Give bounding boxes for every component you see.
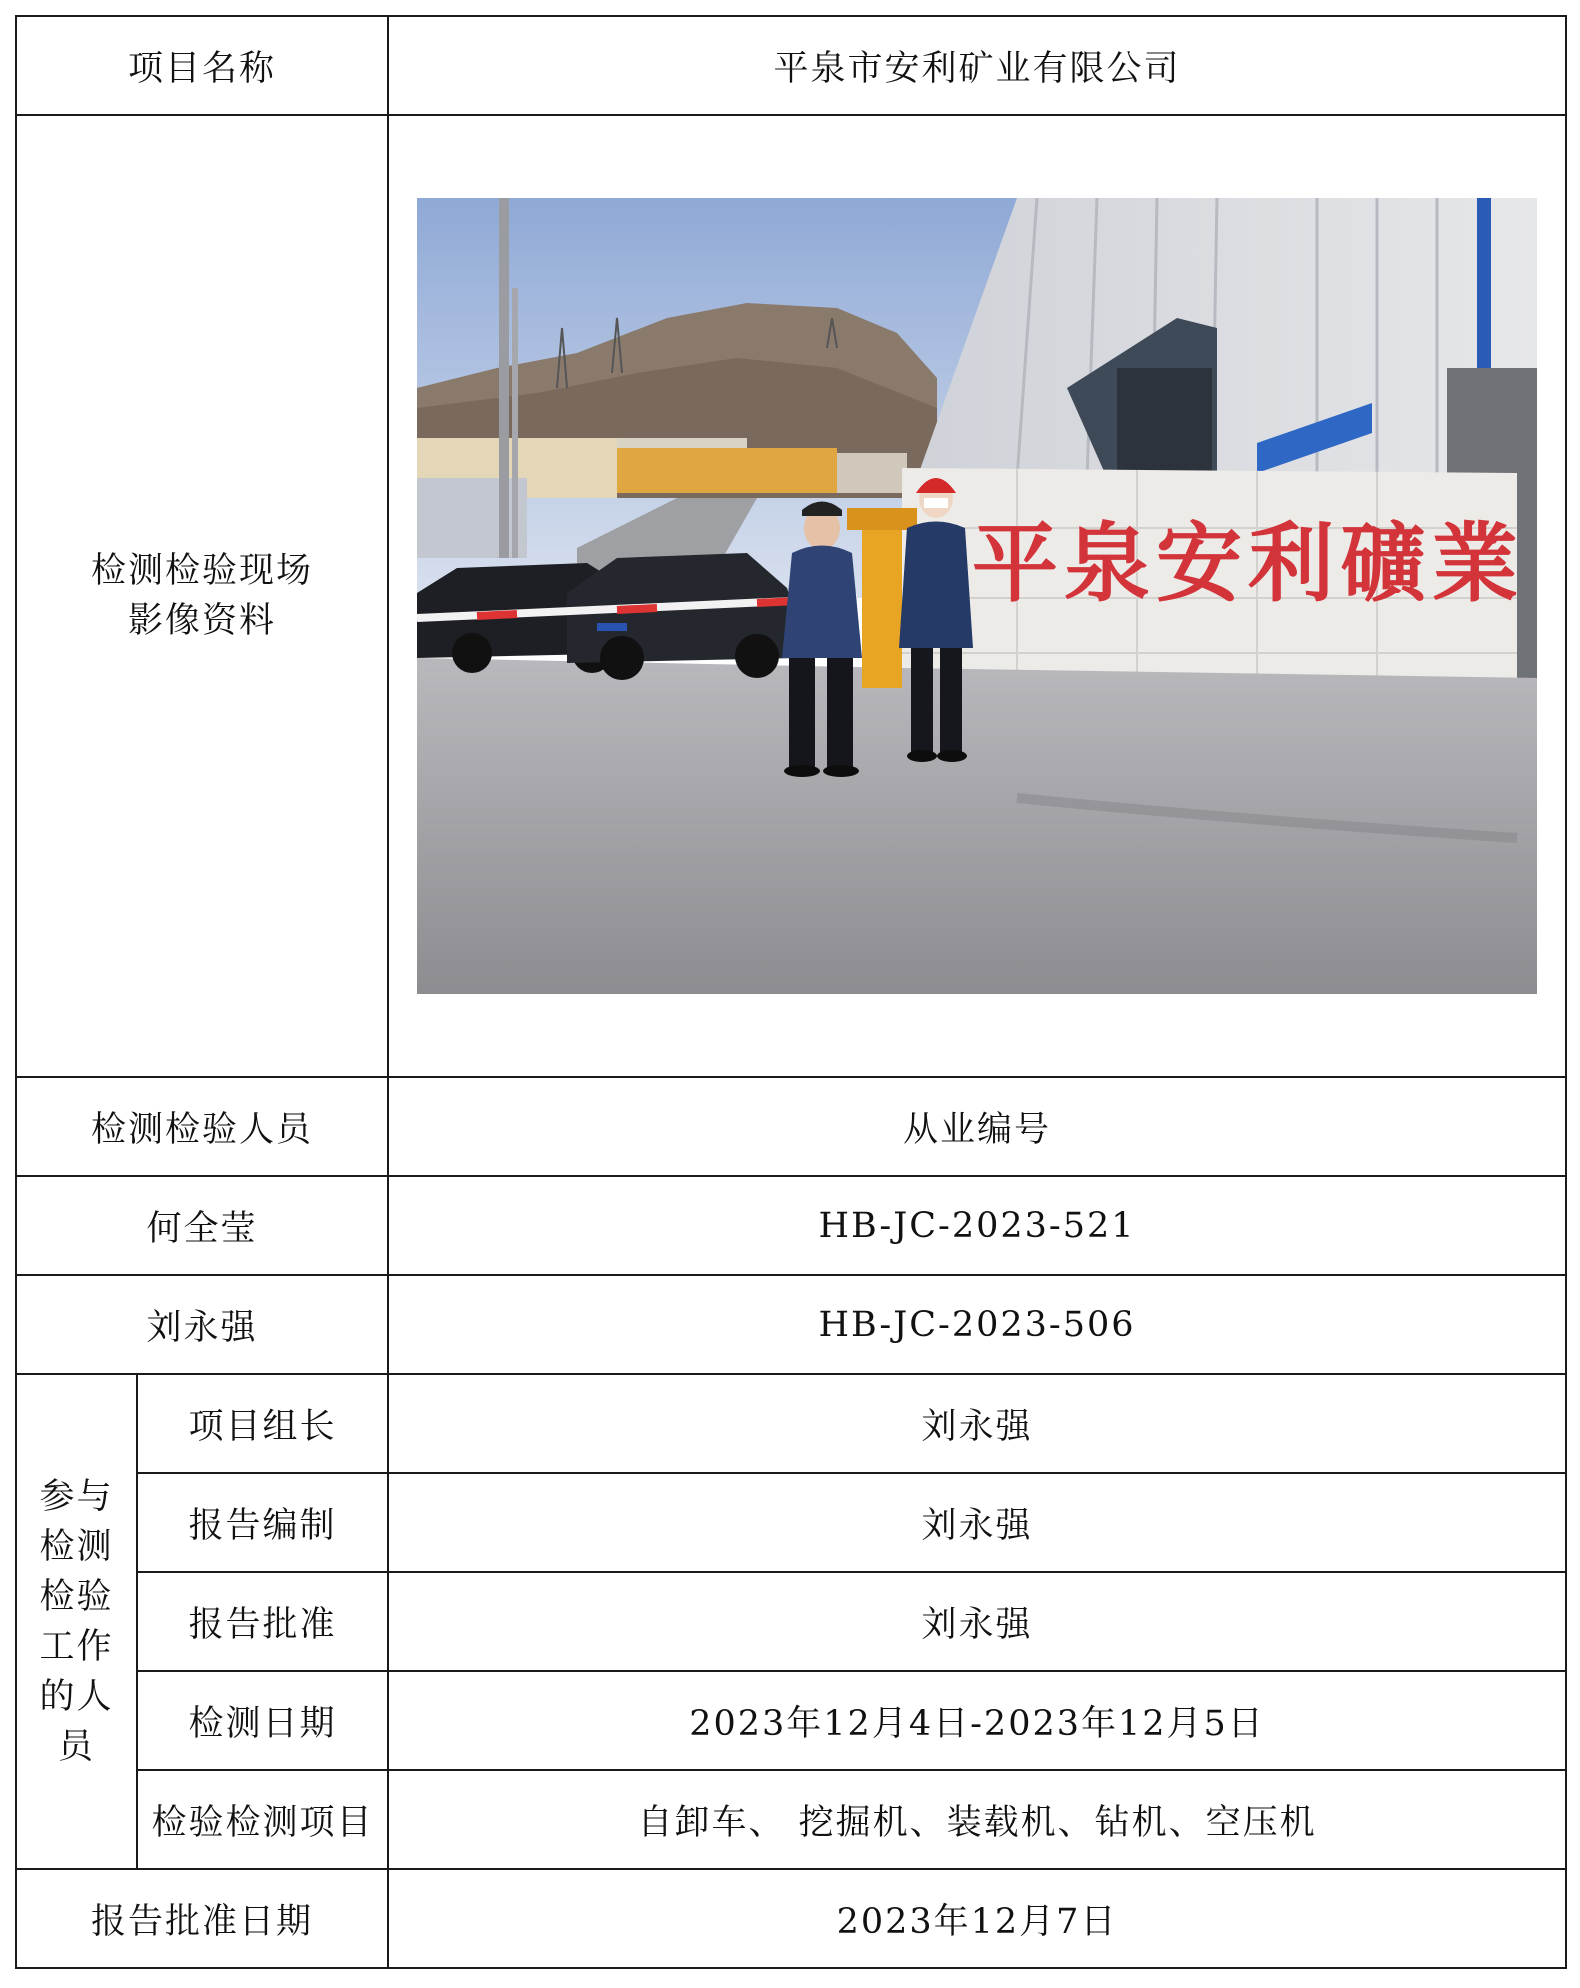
site-photo-label-line2: 影像资料 — [128, 601, 277, 641]
wall-sign-text: 平泉安利礦業 — [972, 513, 1525, 614]
approval-date-value: 2023年12月7日 — [388, 1869, 1566, 1968]
participant-role: 项目组长 — [137, 1374, 388, 1473]
participant-role: 检测日期 — [137, 1671, 388, 1770]
inspector-license: HB-JC-2023-521 — [388, 1176, 1566, 1275]
participant-value: 刘永强 — [388, 1473, 1566, 1572]
site-photo-label — [16, 115, 388, 1077]
participant-role: 检验检测项目 — [137, 1770, 388, 1869]
participant-value: 2023年12月4日-2023年12月5日 — [388, 1671, 1566, 1770]
participant-row — [16, 1374, 1566, 1473]
participant-value: 刘永强 — [388, 1572, 1566, 1671]
site-photo-image — [417, 198, 1537, 994]
inspector-license: HB-JC-2023-506 — [388, 1275, 1566, 1374]
participants-label-line: 工作 — [39, 1626, 114, 1667]
participant-row — [16, 1671, 1566, 1770]
approval-date-row — [16, 1869, 1566, 1968]
participant-row — [16, 1473, 1566, 1572]
project-name-label: 项目名称 — [16, 16, 388, 115]
project-name-row — [16, 16, 1566, 115]
participant-role: 报告批准 — [137, 1572, 388, 1671]
participant-value: 刘永强 — [388, 1374, 1566, 1473]
inspector-header-row — [16, 1077, 1566, 1176]
inspector-name: 何全莹 — [16, 1176, 388, 1275]
participants-label-line: 检验 — [39, 1576, 114, 1617]
participants-label-line: 参与 — [39, 1476, 114, 1517]
site-photo-label-line1: 检测检验现场 — [91, 551, 314, 591]
inspector-name: 刘永强 — [16, 1275, 388, 1374]
participant-role: 报告编制 — [137, 1473, 388, 1572]
inspector-row — [16, 1275, 1566, 1374]
participant-value: 自卸车、 挖掘机、装载机、钻机、空压机 — [388, 1770, 1566, 1869]
participants-group-label — [16, 1374, 137, 1869]
participant-row — [16, 1572, 1566, 1671]
participants-label-line: 的人 — [39, 1676, 114, 1717]
participants-label-line: 检测 — [39, 1526, 114, 1567]
approval-date-label: 报告批准日期 — [16, 1869, 388, 1968]
inspector-header-label: 检测检验人员 — [16, 1077, 388, 1176]
site-photo — [417, 198, 1537, 994]
inspector-row — [16, 1176, 1566, 1275]
project-name-value: 平泉市安利矿业有限公司 — [388, 16, 1566, 115]
license-header-label: 从业编号 — [388, 1077, 1566, 1176]
site-photo-row — [16, 115, 1566, 1077]
site-photo-cell — [388, 115, 1566, 1077]
participant-row — [16, 1770, 1566, 1869]
participants-label-line: 员 — [57, 1726, 95, 1767]
inspection-report-table — [15, 15, 1567, 1969]
